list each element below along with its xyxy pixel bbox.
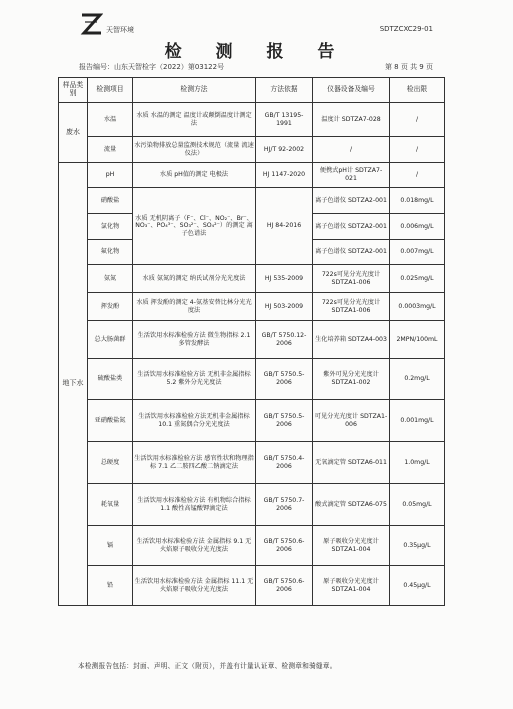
basis-cell: HJ 84-2016 (256, 188, 313, 265)
item-cell: 挥发酚 (88, 293, 133, 321)
equip-cell: 离子色谱仪 SDTZA2-001 (313, 188, 390, 214)
limit-cell: 0.2mg/L (390, 359, 445, 400)
report-number: 报告编号：山东天智检字（2022）第03122号 (79, 63, 225, 71)
col-header: 检测项目 (88, 78, 133, 103)
item-cell: 总大肠菌群 (88, 321, 133, 359)
table-row (59, 265, 445, 293)
limit-cell: 0.007mg/L (390, 240, 445, 265)
basis-cell: HJ 535-2009 (256, 265, 313, 293)
method-cell: 生活饮用水标准检验方法 无机非金属指标 5.2 紫外分光光度法 (133, 359, 256, 400)
table-row (59, 526, 445, 566)
table-header-row (59, 78, 445, 103)
equip-cell: 原子吸收分光光度计 SDTZA1-004 (313, 566, 390, 606)
item-cell: pH (88, 163, 133, 188)
basis-cell: HJ 503-2009 (256, 293, 313, 321)
limit-cell: 0.45μg/L (390, 566, 445, 606)
equip-cell: 722s可见分光光度计 SDTZA1-006 (313, 265, 390, 293)
limit-cell: 0.018mg/L (390, 188, 445, 214)
method-cell: 水质 水温的测定 温度计或颠倒温度计测定法 (133, 103, 256, 137)
table-row (59, 293, 445, 321)
item-cell: 铅 (88, 566, 133, 606)
equip-cell: 离子色谱仪 SDTZA2-001 (313, 214, 390, 240)
col-header: 仪器设备及编号 (313, 78, 390, 103)
basis-cell: GB/T 5750.5-2006 (256, 359, 313, 400)
limit-cell: 0.025mg/L (390, 265, 445, 293)
method-cell: 水质 氨氮的测定 纳氏试剂分光光度法 (133, 265, 256, 293)
report-title: 检 测 报 告 (164, 42, 349, 62)
method-cell: 水质 无机阴离子（F⁻、Cl⁻、NO₂⁻、Br⁻、NO₃⁻、PO₄³⁻、SO₃²⁻、SO₄²⁻）的测定 离子色谱法 (133, 188, 256, 265)
item-cell: 氯化物 (88, 214, 133, 240)
table-row (59, 566, 445, 606)
company-logo-icon (79, 12, 103, 38)
limit-cell: / (390, 163, 445, 188)
item-cell: 氨氮 (88, 265, 133, 293)
item-cell: 流量 (88, 137, 133, 163)
equip-cell: 可见分光光度计 SDTZA1-006 (313, 400, 390, 442)
basis-cell: HJ 1147-2020 (256, 163, 313, 188)
method-cell: 生活饮用水标准检验方法 微生物指标 2.1 多管发酵法 (133, 321, 256, 359)
item-cell: 硫酸盐类 (88, 359, 133, 400)
company-name: 天智环境 (106, 26, 134, 34)
basis-cell: GB/T 5750.6-2006 (256, 526, 313, 566)
item-cell: 硝酸盐 (88, 188, 133, 214)
method-cell: 生活饮用水标准检验方法 感官性状和物理指标 7.1 乙二胺四乙酸二钠滴定法 (133, 442, 256, 484)
method-cell: 生活饮用水标准检验方法 金属指标 11.1 无火焰原子吸收分光光度法 (133, 566, 256, 606)
limit-cell: 0.001mg/L (390, 400, 445, 442)
report-footer-note: 本检测报告包括：封面、声明、正文（附页），并盖有计量认证章、检测章和骑缝章。 (78, 662, 337, 670)
item-cell: 氟化物 (88, 240, 133, 265)
equip-cell: 离子色谱仪 SDTZA2-001 (313, 240, 390, 265)
equip-cell: 原子吸收分光光度计 SDTZA1-004 (313, 526, 390, 566)
item-cell: 水温 (88, 103, 133, 137)
limit-cell: 0.0003mg/L (390, 293, 445, 321)
table-row (59, 163, 445, 188)
table-row (59, 359, 445, 400)
item-cell: 耗氧量 (88, 484, 133, 526)
col-header: 方法依据 (256, 78, 313, 103)
equip-cell: 722s可见分光光度计 SDTZA1-006 (313, 293, 390, 321)
item-cell: 总硬度 (88, 442, 133, 484)
category-cell: 废水 (59, 103, 88, 163)
limit-cell: 0.05mg/L (390, 484, 445, 526)
basis-cell: GB/T 5750.4-2006 (256, 442, 313, 484)
limit-cell: / (390, 137, 445, 163)
report-meta (79, 62, 433, 72)
col-header: 样品类别 (59, 78, 88, 103)
equip-cell: 酸式滴定管 SDTZA6-075 (313, 484, 390, 526)
basis-cell: GB/T 5750.5-2006 (256, 400, 313, 442)
table-row (59, 137, 445, 163)
basis-cell: HJ/T 92-2002 (256, 137, 313, 163)
equip-cell: 便携式pH计 SDTZA7-021 (313, 163, 390, 188)
basis-cell: GB/T 5750.12-2006 (256, 321, 313, 359)
col-header: 检出限 (390, 78, 445, 103)
limit-cell: / (390, 103, 445, 137)
method-cell: 生活饮用水标准检验方法 金属指标 9.1 无火焰原子吸收分光光度法 (133, 526, 256, 566)
limit-cell: 0.35μg/L (390, 526, 445, 566)
table-row (59, 400, 445, 442)
item-cell: 镉 (88, 526, 133, 566)
method-cell: 水质 pH值的测定 电极法 (133, 163, 256, 188)
method-cell: 生活饮用水标准检验方法 有机物综合指标 1.1 酸性高锰酸钾滴定法 (133, 484, 256, 526)
table-row (59, 103, 445, 137)
table-row (59, 442, 445, 484)
equip-cell: 生化培养箱 SDTZA4-003 (313, 321, 390, 359)
method-cell: 水污染物排放总量监测技术规范（流量 流速仪法） (133, 137, 256, 163)
limit-cell: 0.006mg/L (390, 214, 445, 240)
item-cell: 亚硝酸盐氮 (88, 400, 133, 442)
limit-cell: 1.0mg/L (390, 442, 445, 484)
limit-cell: 2MPN/100mL (390, 321, 445, 359)
equip-cell: 紫外可见分光光度计 SDTZA1-002 (313, 359, 390, 400)
basis-cell: GB/T 5750.6-2006 (256, 566, 313, 606)
table-row (59, 321, 445, 359)
equip-cell: 无氧滴定管 SDTZA6-011 (313, 442, 390, 484)
table-row (59, 484, 445, 526)
method-cell: 水质 挥发酚的测定 4-氨基安替比林分光光度法 (133, 293, 256, 321)
results-table (58, 77, 445, 606)
equip-cell: / (313, 137, 390, 163)
basis-cell: GB/T 5750.7-2006 (256, 484, 313, 526)
equip-cell: 温度计 SDTZA7-028 (313, 103, 390, 137)
document-id: SDTZCXC29-01 (379, 25, 433, 33)
table-row (59, 188, 445, 214)
method-cell: 生活饮用水标准检验方法无机非金属指标 10.1 重氮偶合分光光度法 (133, 400, 256, 442)
basis-cell: GB/T 13195-1991 (256, 103, 313, 137)
category-cell: 地下水 (59, 163, 88, 606)
page-info: 第 8 页 共 9 页 (384, 63, 433, 71)
col-header: 检测方法 (133, 78, 256, 103)
